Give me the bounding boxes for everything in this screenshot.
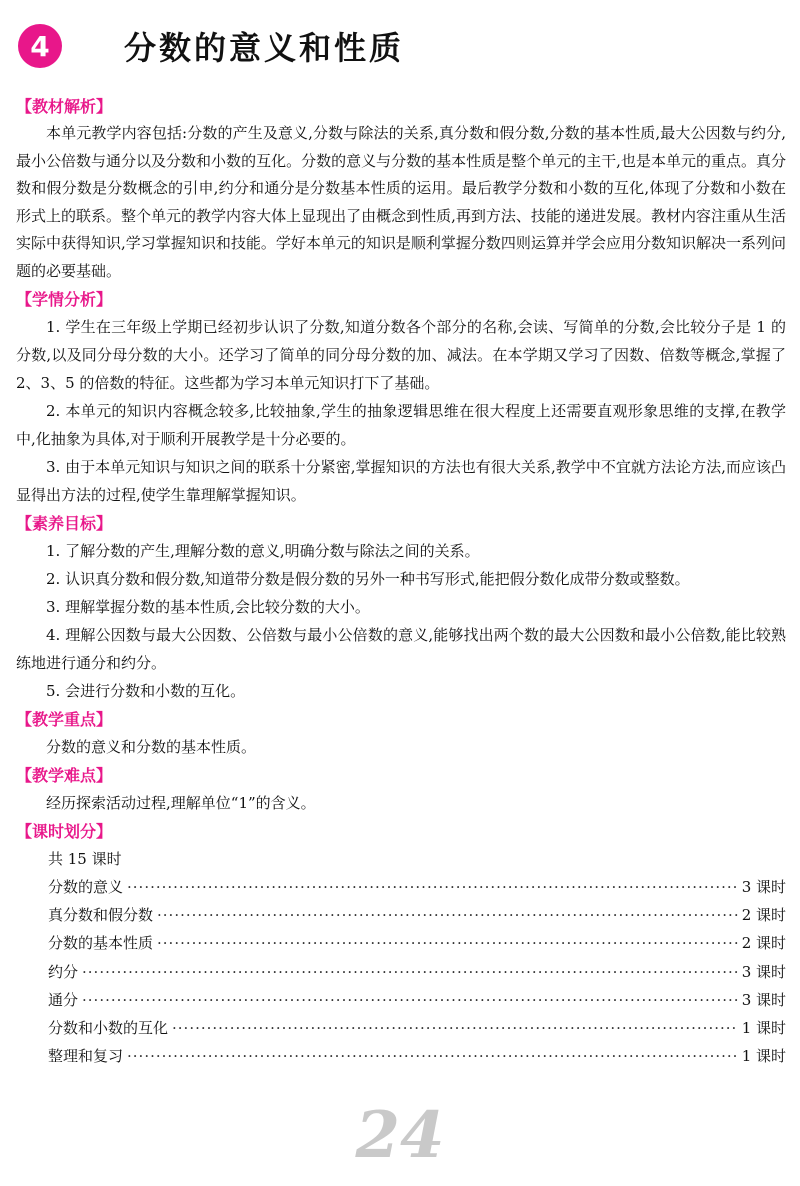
schedule-row: [48, 873, 786, 901]
lesson-name: 约分: [48, 962, 79, 981]
list-item: 2. 本单元的知识内容概念较多,比较抽象,学生的抽象逻辑思维在很大程度上还需要直观形象思维的支撑,在教学中,化抽象为具体,对于顺利开展教学是十分必要的。: [16, 402, 786, 448]
section-label: 【教学重点】: [16, 710, 113, 729]
schedule-row: [48, 986, 786, 1014]
lesson-name: 整理和复习: [48, 1047, 124, 1066]
lesson-name: 真分数和假分数: [48, 906, 154, 925]
section-textbook-analysis: [16, 92, 786, 285]
lesson-hours: 3 课时: [741, 962, 786, 981]
section-schedule: [16, 817, 786, 1070]
schedule-row: [48, 1014, 786, 1042]
lesson-name: 分数和小数的互化: [48, 1019, 169, 1038]
dot-leader: [82, 958, 738, 986]
section-label: 【教材解析】: [16, 97, 113, 116]
list-item: 3. 理解掌握分数的基本性质,会比较分数的大小。: [46, 598, 370, 616]
section-student-analysis: [16, 285, 786, 509]
page-number: 24: [355, 1098, 445, 1173]
dot-leader: [157, 929, 738, 957]
list-item: 1. 了解分数的产生,理解分数的意义,明确分数与除法之间的关系。: [46, 542, 480, 560]
schedule-list: [16, 845, 786, 1070]
lesson-hours: 3 课时: [741, 878, 786, 896]
dot-leader: [82, 986, 738, 1014]
lesson-hours: 3 课时: [741, 990, 786, 1009]
schedule-row: [48, 958, 786, 986]
section-label: 【课时划分】: [16, 822, 113, 841]
dot-leader: [127, 873, 738, 901]
dot-leader: [127, 1042, 738, 1070]
list-item: 4. 理解公因数与最大公因数、公倍数与最小公倍数的意义,能够找出两个数的最大公因数和最小公倍数,能比较熟练地进行通分和约分。: [16, 626, 786, 672]
list-item: 5. 会进行分数和小数的互化。: [46, 682, 246, 700]
section-text: 分数的意义和分数的基本性质。: [46, 738, 257, 756]
dot-leader: [172, 1014, 738, 1042]
lesson-name: 分数的意义: [48, 878, 124, 896]
section-literacy-goals: [16, 509, 786, 705]
content: [16, 92, 786, 1070]
page-title: 分数的意义和性质: [124, 29, 405, 67]
section-difficulties: [16, 761, 786, 817]
section-text: 经历探索活动过程,理解单位“1”的含义。: [46, 794, 316, 812]
schedule-row: [48, 1042, 786, 1070]
lesson-hours: 1 课时: [741, 1019, 786, 1038]
lesson-name: 分数的基本性质: [48, 934, 154, 953]
unit-number-badge: 4: [18, 24, 62, 68]
lesson-hours: 2 课时: [741, 906, 786, 925]
list-item: 1. 学生在三年级上学期已经初步认识了分数,知道分数各个部分的名称,会读、写简单的分数,会比较分子是 1 的分数,以及同分母分数的大小。还学习了简单的同分母分数的加、减法。在本学期又学习了因数、倍数等概念,掌握了 2、3、5 的倍数的特征。这些都为学习本单元知识打下了基础。: [16, 318, 786, 392]
paragraph: 本单元教学内容包括:分数的产生及意义,分数与除法的关系,真分数和假分数,分数的基本性质,最大公因数与约分,最小公倍数与通分以及分数和小数的互化。分数的意义与分数的基本性质是整个单元的主干,也是本单元的重点。真分数和假分数是分数概念的引申,约分和通分是分数基本性质的运用。最后教学分数和小数的互化,体现了分数和小数在形式上的联系。整个单元的教学内容大体上显现出了由概念到性质,再到方法、技能的递进发展。教材内容注重从生活实际中获得知识,学习掌握知识和技能。学好本单元的知识是顺利掌握分数四则运算并学会应用分数知识解决一系列问题的必要基础。: [16, 124, 786, 280]
dot-leader: [157, 901, 738, 929]
section-label: 【素养目标】: [16, 514, 113, 533]
section-label: 【学情分析】: [16, 290, 113, 309]
schedule-row: [48, 901, 786, 929]
lesson-hours: 1 课时: [741, 1047, 786, 1066]
list-item: 3. 由于本单元知识与知识之间的联系十分紧密,掌握知识的方法也有很大关系,教学中不宜就方法论方法,而应该凸显得出方法的过程,使学生靠理解掌握知识。: [16, 458, 786, 504]
section-key-points: [16, 705, 786, 761]
section-label: 【教学难点】: [16, 766, 113, 785]
unit-header: [18, 22, 404, 70]
lesson-hours: 2 课时: [741, 934, 786, 953]
schedule-total: 共 15 课时: [48, 850, 122, 868]
schedule-row: [48, 929, 786, 957]
lesson-name: 通分: [48, 990, 79, 1009]
list-item: 2. 认识真分数和假分数,知道带分数是假分数的另外一种书写形式,能把假分数化成带分数或整数。: [46, 570, 690, 588]
